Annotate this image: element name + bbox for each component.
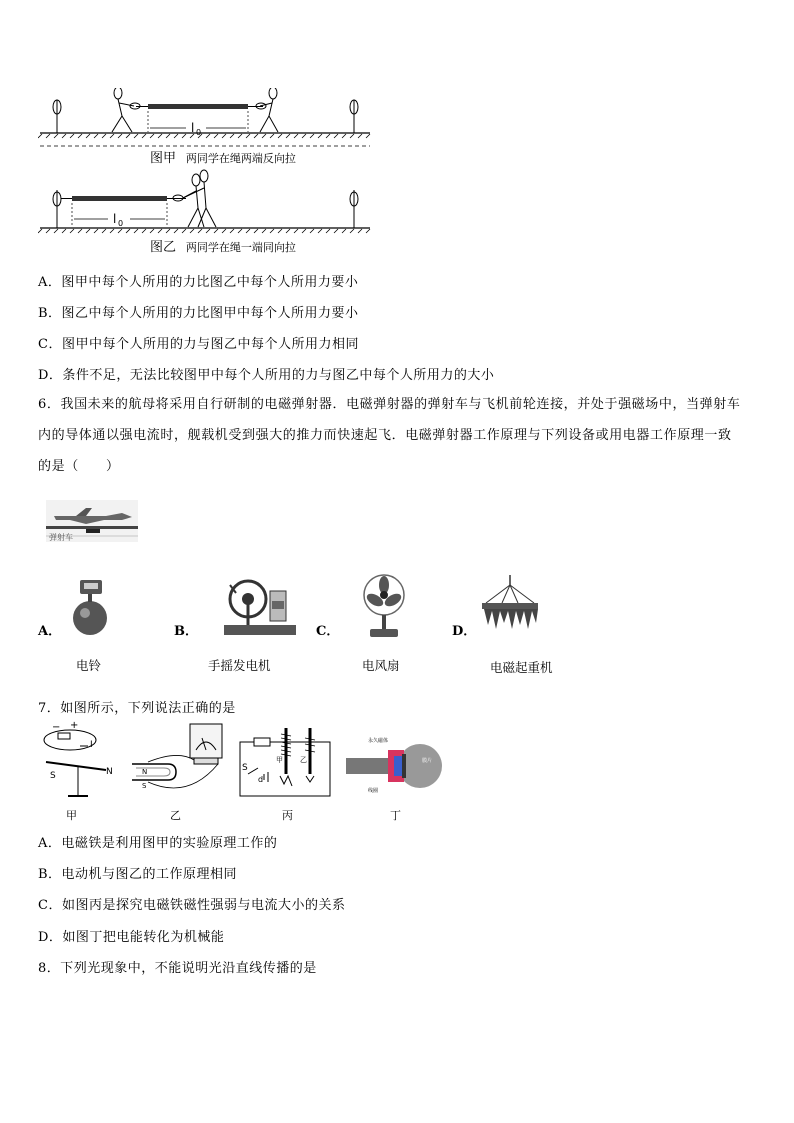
- svg-text:S: S: [142, 782, 147, 790]
- catapult-label: 弹射车: [49, 533, 73, 542]
- q7-option-b: B．电动机与图乙的工作原理相同: [38, 867, 238, 882]
- q6-stem-line-2: 内的导体通以强电流时，舰载机受到强大的推力而快速起飞．电磁弹射器工作原理与下列设备或用电器工作原理一致: [38, 428, 732, 443]
- q5-option-d: D．条件不足，无法比较图甲中每个人所用的力与图乙中每个人所用力的大小: [38, 368, 495, 383]
- q6-option-a-letter: A．: [38, 624, 62, 639]
- figure-caption-2: [150, 236, 296, 255]
- electric-fan-image: [358, 573, 410, 639]
- rope-pulling-figure: [38, 88, 378, 258]
- fig-ding-label-1: 永久磁体: [368, 738, 389, 744]
- q7-figure-jia-label: 甲: [66, 809, 77, 822]
- q6-option-c-letter: C．: [316, 624, 340, 639]
- fig-bing-s-label: S: [242, 763, 248, 773]
- fig-bing-jia-label: 甲: [276, 756, 283, 764]
- svg-text:N: N: [142, 768, 148, 776]
- q8-stem: 8．下列光现象中，不能说明光沿直线传播的是: [38, 961, 317, 976]
- jet-on-catapult-illustration: [46, 500, 138, 542]
- figure-caption-2-prefix: 图乙: [150, 240, 177, 255]
- q7-stem: 7．如图所示，下列说法正确的是: [38, 701, 236, 716]
- q7-option-c: C．如图丙是探究电磁铁磁性强弱与电流大小的关系: [38, 898, 346, 913]
- length-label-2: l: [113, 212, 117, 226]
- fig-ding-label-3: 膜片: [422, 758, 433, 764]
- rope-pulling-diagram: [38, 88, 378, 258]
- q5-option-b: B．图乙中每个人所用的力比图甲中每个人所用力要小: [38, 306, 359, 321]
- length-sub-1: 0: [196, 128, 202, 137]
- q6-option-d-letter: D．: [452, 624, 477, 639]
- q7-figure-yi-label: 乙: [170, 809, 181, 822]
- figure-caption-1-text: 两同学在绳两端反向拉: [185, 152, 296, 165]
- q7-figure-jia: [36, 720, 136, 802]
- q7-option-d: D．如图丁把电能转化为机械能: [38, 930, 225, 945]
- figure-caption-1: [150, 147, 296, 166]
- q6-stem: [38, 389, 768, 482]
- q6-option-b-caption: 手摇发电机: [208, 658, 271, 673]
- q7-figure-bing: [236, 722, 332, 802]
- q6-stem-line-3: 的是（ ）: [38, 459, 120, 474]
- q7-figure-ding-label: 丁: [390, 809, 401, 822]
- figure-caption-2-text: 两同学在绳一端同向拉: [185, 241, 296, 254]
- q6-option-c-caption: 电风扇: [362, 658, 400, 673]
- fig-bing-yi-label: 乙: [300, 756, 307, 764]
- q6-option-a-caption: 电铃: [76, 658, 102, 673]
- figure-caption-1-prefix: 图甲: [150, 151, 177, 166]
- fig-jia-s-label: S: [50, 771, 56, 781]
- q7-figure-bing-label: 丙: [282, 809, 293, 822]
- fig-jia-current-label: I: [90, 740, 93, 750]
- hand-generator-image: [222, 573, 298, 639]
- fig-jia-plus: +: [70, 720, 79, 731]
- electromagnetic-crane-image: [478, 573, 542, 637]
- length-label-1: l: [191, 121, 195, 135]
- length-sub-2: 0: [118, 219, 124, 228]
- catapult-image: [46, 500, 138, 542]
- q7-figure-ding: [342, 730, 442, 800]
- fig-ding-label-2: 线圈: [368, 788, 379, 794]
- q6-option-d-caption: 电磁起重机: [490, 660, 553, 675]
- q7-figure-yi: [128, 720, 228, 802]
- q6-option-b-letter: B．: [174, 624, 198, 639]
- electric-bell-image: [70, 578, 110, 638]
- q6-stem-line-1: 6．我国未来的航母将采用自行研制的电磁弹射器．电磁弹射器的弹射车与飞机前轮连接，并处于强磁场中，当弹射车: [38, 397, 741, 412]
- fig-jia-n-label: N: [106, 767, 113, 777]
- q5-option-a: A．图甲中每个人所用的力比图乙中每个人所用力要小: [38, 275, 359, 290]
- q7-option-a: A．电磁铁是利用图甲的实验原理工作的: [38, 836, 278, 851]
- q5-option-c: C．图甲中每个人所用的力与图乙中每个人所用力相同: [38, 337, 359, 352]
- fig-jia-minus: −: [52, 722, 61, 733]
- fig-bing-d-label: d: [258, 775, 264, 784]
